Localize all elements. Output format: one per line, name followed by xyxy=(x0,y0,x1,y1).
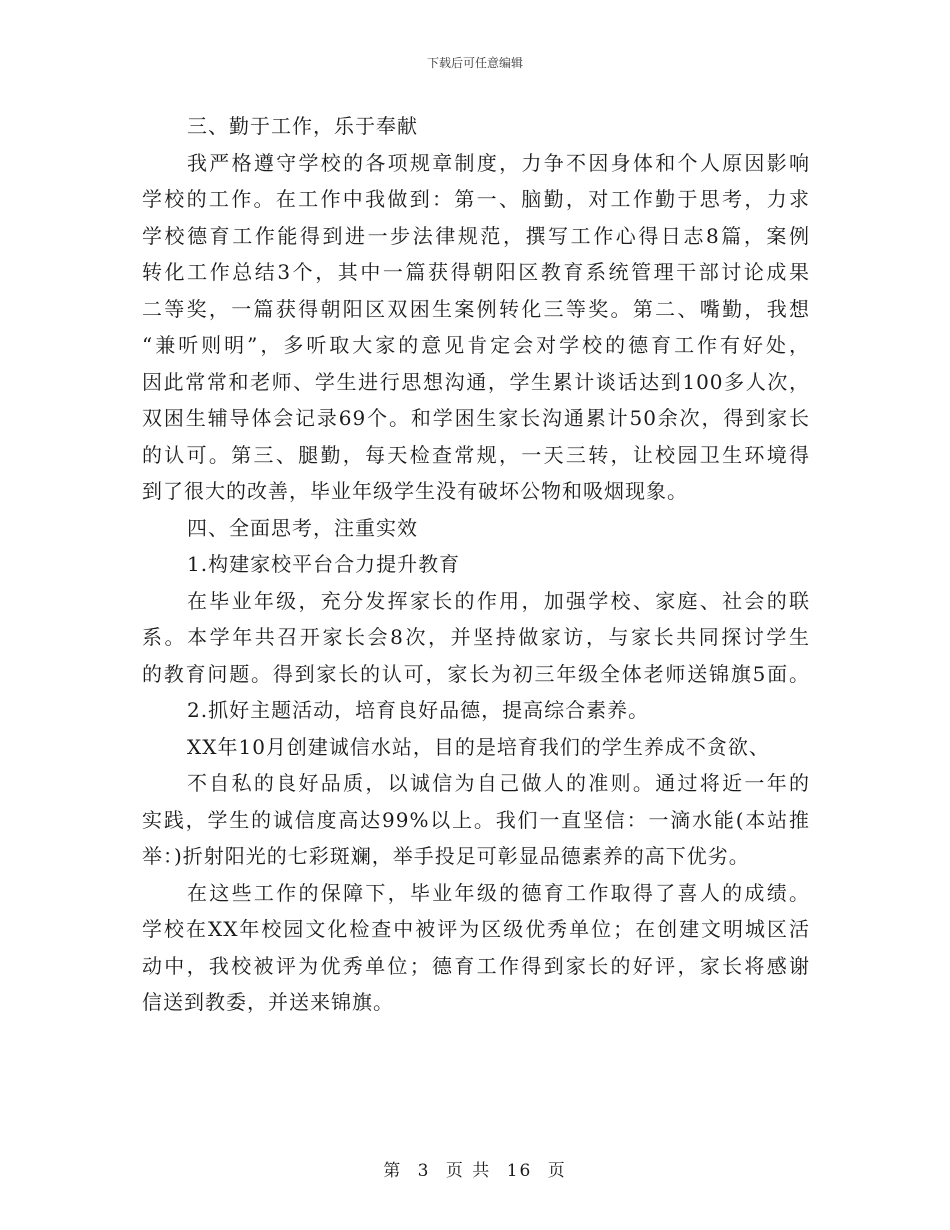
text-line: 在这些工作的保障下，毕业年级的德育工作取得了喜人的成绩。 xyxy=(187,880,810,905)
text-line: “兼听则明”，多听取大家的意见肯定会对学校的德育工作有好处， xyxy=(142,333,810,357)
text-line: 转化工作总结3个，其中一篇获得朝阳区教育系统管理干部讨论成果 xyxy=(142,260,810,284)
footer-page-number: 3 xyxy=(417,1161,431,1181)
footer-suffix: 页 xyxy=(547,1161,567,1181)
text-line: 二等奖，一篇获得朝阳区双困生案例转化三等奖。第二、嘴勤，我想 xyxy=(142,296,810,321)
text-line: 我严格遵守学校的各项规章制度，力争不因身体和个人原因影响 xyxy=(187,150,810,175)
text-line: 动中，我校被评为优秀单位；德育工作得到家长的好评，家长将感谢 xyxy=(142,953,810,978)
text-line: 三、勤于工作，乐于奉献 xyxy=(187,114,418,138)
document-body xyxy=(142,108,810,1021)
footer-middle: 页 共 xyxy=(445,1161,492,1181)
text-line: 系。本学年共召开家长会8次，并坚持做家访，与家长共同探讨学生 xyxy=(142,625,810,649)
footer-total-pages: 16 xyxy=(506,1161,533,1181)
text-line: 因此常常和老师、学生进行思想沟通，学生累计谈话达到100多人次， xyxy=(142,369,810,394)
page-footer xyxy=(0,1156,950,1181)
text-line: 不自私的良好品质，以诚信为自己做人的准则。通过将近一年的 xyxy=(187,771,810,795)
text-line: 四、全面思考，注重实效 xyxy=(187,515,418,540)
text-line: 学校德育工作能得到进一步法律规范，撰写工作心得日志8篇，案例 xyxy=(142,223,810,248)
text-line: 在毕业年级，充分发挥家长的作用，加强学校、家庭、社会的联 xyxy=(187,588,810,613)
text-line: 实践，学生的诚信度高达99%以上。我们一直坚信：一滴水能(本站推 xyxy=(142,807,810,832)
text-line: 双困生辅导体会记录69个。和学困生家长沟通累计50余次，得到家长 xyxy=(142,406,810,430)
text-line: XX年10月创建诚信水站，目的是培育我们的学生养成不贪欲、 xyxy=(187,734,770,759)
text-line: 信送到教委，并送来锦旗。 xyxy=(142,990,394,1014)
text-line: 的认可。第三、腿勤，每天检查常规，一天三转，让校园卫生环境得 xyxy=(142,442,810,467)
page-header-note: 下载后可任意编辑 xyxy=(426,56,523,70)
text-line: 1.构建家校平台合力提升教育 xyxy=(187,552,461,576)
text-line: 2.抓好主题活动，培育良好品德，提高综合素养。 xyxy=(187,698,650,722)
text-line: 学校的工作。在工作中我做到：第一、脑勤，对工作勤于思考，力求 xyxy=(142,187,810,211)
text-line: 学校在XX年校园文化检查中被评为区级优秀单位；在创建文明城区活 xyxy=(142,917,810,941)
text-line: 到了很大的改善，毕业年级学生没有破坏公物和吸烟现象。 xyxy=(142,479,688,503)
text-line: 的教育问题。得到家长的认可，家长为初三年级全体老师送锦旗5面。 xyxy=(142,661,810,686)
footer-prefix: 第 xyxy=(383,1161,403,1181)
text-line: 举：)折射阳光的七彩斑斓，举手投足可彰显品德素养的高下优劣。 xyxy=(142,844,750,868)
